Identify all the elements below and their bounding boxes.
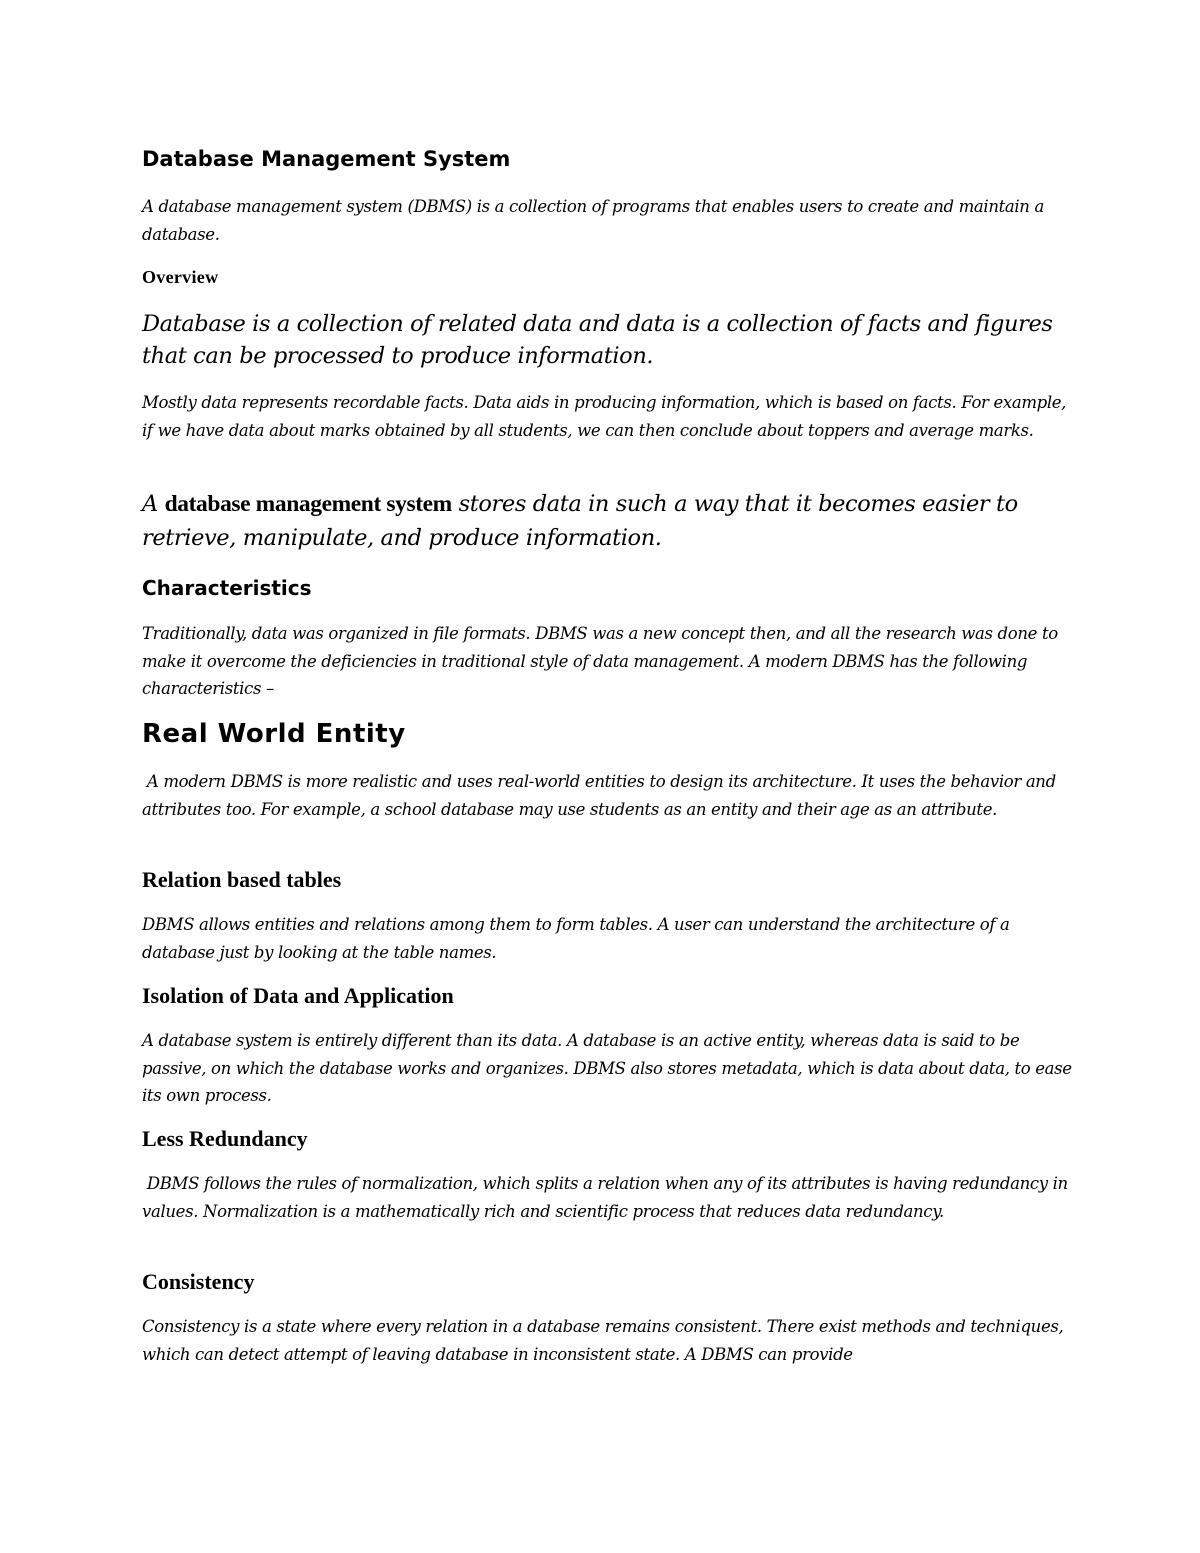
redundancy-paragraph: DBMS follows the rules of normalization, which splits a relation when any of its attributes is having redundancy in values. Normalization is a mathematically rich and scientific process that reduces data redundancy.	[142, 1174, 1073, 1221]
relation-heading: Relation based tables	[142, 867, 342, 892]
overview-heading: Overview	[142, 267, 219, 287]
characteristics-paragraph: Traditionally, data was organized in file formats. DBMS was a new concept then, and all the research was done to make it overcome the deficiencies in traditional style of data management. A modern DBMS has the following characteristics –	[142, 624, 1058, 698]
overview-paragraph: Mostly data represents recordable facts. Data aids in producing information, which is based on facts. For example, if we have data about marks obtained by all students, we can then conclude about toppers and average marks.	[142, 393, 1067, 440]
dbms-statement-prefix: A	[142, 491, 165, 517]
dbms-statement-rest: stores data in such a way that it becomes easier to retrieve, manipulate, and produce information.	[142, 491, 1018, 551]
document-page	[142, 0, 1072, 1553]
overview-lead-paragraph: Database is a collection of related data and data is a collection of facts and figures that can be processed to produce information.	[142, 311, 1053, 369]
redundancy-heading: Less Redundancy	[142, 1126, 308, 1151]
real-world-entity-paragraph: A modern DBMS is more realistic and uses real-world entities to design its architecture. It uses the behavior and attributes too. For example, a school database may use students as an entity and their age as an attribute.	[142, 772, 1061, 819]
relation-paragraph: DBMS allows entities and relations among them to form tables. A user can understand the architecture of a database just by looking at the table names.	[142, 915, 1010, 962]
characteristics-heading: Characteristics	[142, 576, 312, 600]
document-title: Database Management System	[142, 147, 511, 171]
consistency-paragraph: Consistency is a state where every relation in a database remains consistent. There exist methods and techniques, which can detect attempt of leaving database in inconsistent state. A DBMS can provide	[142, 1317, 1064, 1364]
isolation-heading: Isolation of Data and Application	[142, 983, 454, 1008]
real-world-entity-heading: Real World Entity	[142, 719, 406, 749]
dbms-statement-term: database management system	[164, 491, 452, 517]
isolation-paragraph: A database system is entirely different than its data. A database is an active entity, whereas data is said to be passive, on which the database works and organizes. DBMS also stores metadata, which is data about data, to ease its own process.	[142, 1031, 1072, 1105]
consistency-heading: Consistency	[142, 1269, 255, 1294]
dbms-statement	[142, 487, 1072, 555]
intro-paragraph: A database management system (DBMS) is a collection of programs that enables users to create and maintain a database.	[142, 197, 1044, 244]
